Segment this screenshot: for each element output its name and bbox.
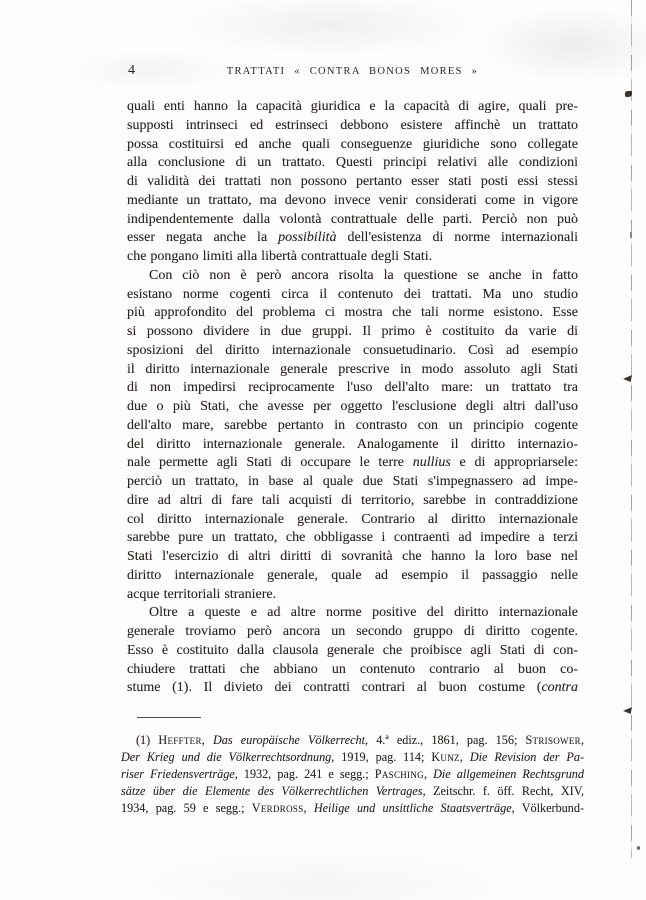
text-line: mediante un trattato, ma devono invece venir considerati come in vigore [127, 192, 578, 208]
text-line: riser Friedensverträge, 1932, pag. 241 e segg.; Pasching, Die allgemeinen Rechtsgrund [121, 767, 584, 782]
text-line: sarebbe pure un trattato, che obbligasse i contraenti ad impedire a terzi [127, 530, 578, 546]
text-line: Der Krieg und die Völkerrechtsordnung, 1919, pag. 114; Kunz, Die Revision der Pa- [121, 750, 585, 765]
text-line: (1) Heffter, Das europäische Völkerrecht, 4.ª ediz., 1861, pag. 156; Strisower, [136, 733, 584, 747]
text-line: sätze über die Elemente des Völkerrechtlichen Vertrages, Zeitschr. f. öff. Recht, XIV, [121, 784, 584, 799]
footnote-text [121, 732, 584, 817]
text-line: il diritto internazionale generale prescrive in modo assoluto agli Stati [127, 361, 578, 377]
text-line: che pongano limiti alla libertà contrattuale degli Stati. [127, 249, 433, 264]
scan-artifact [623, 707, 632, 714]
text-line: alla conclusione di un trattato. Questi principi relativi alle condizioni [127, 155, 578, 171]
text-line: supposti intrinseci ed estrinseci debbono esistere affinchè un trattato [127, 117, 578, 133]
text-line: generale troviamo però ancora un secondo gruppo di diritto cogente. [127, 624, 578, 639]
text-line: sposizioni del diritto internazionale consuetudinario. Così ad esempio [127, 342, 578, 358]
page-number: 4 [128, 63, 135, 78]
paragraph [127, 267, 578, 605]
body-text [127, 98, 578, 698]
scan-artifact [623, 375, 632, 382]
text-line: si possono dividere in due gruppi. Il primo è costituito da varie di [127, 324, 578, 339]
text-line: indipendentemente dalla volontà contrattuale delle parti. Perciò non può [127, 211, 578, 227]
text-line: diritto internazionale generale, quale ad esempio il passaggio nelle [127, 567, 578, 583]
scan-artifact [630, 232, 632, 238]
text-line: possa costituirsi ed anche quali conseguenze giuridiche sono collegate [127, 136, 578, 152]
text-line: perciò un trattato, in base al quale due Stati s'impegnassero ad impe- [127, 474, 578, 489]
text-line: di validità dei trattati non possono pertanto esser stati posti essi stessi [127, 174, 578, 189]
text-line: Stati l'esercizio di altri diritti di sovranità che hanno la loro base nel [127, 549, 578, 564]
scan-artifact [637, 846, 640, 850]
text-line: chiudere trattati che abbiano un contenuto contrario al buon co- [127, 661, 578, 677]
text-line: col diritto internazionale generale. Contrario al diritto internazionale [127, 511, 578, 527]
page-edge-scan-line [631, 0, 632, 858]
running-title: TRATTATI « CONTRA BONOS MORES » [226, 66, 479, 77]
text-line: nale permette agli Stati di occupare le terre nullius e di appropriarsele: [127, 455, 579, 471]
text-line: 1934, pag. 59 e segg.; Verdross, Heilige und unsittliche Staatsverträge, Völkerbund- [121, 801, 585, 816]
text-line: di non impedirsi reciprocamente l'uso dell'alto mare: un trattato tra [127, 380, 578, 396]
paragraph [127, 98, 578, 267]
text-line: dell'alto mare, sarebbe pertanto in contrasto con un principio cogente [127, 417, 578, 433]
text-line: Oltre a queste e ad altre norme positive del diritto internazionale [149, 605, 578, 621]
text-line: del diritto internazionale generale. Analogamente il diritto internazio- [127, 436, 578, 452]
text-line: esistano norme cogenti circa il contenuto dei trattati. Ma uno studio [127, 286, 578, 302]
text-line: esser negata anche la possibilità dell'esistenza di norme internazionali [127, 230, 579, 246]
text-line: dire ad altri di fare tali acquisti di territorio, sarebbe in contraddizione [127, 492, 578, 508]
text-line: più approfondito del problema ci mostra che tali norme esistono. Esse [127, 305, 578, 321]
text-line: stume (1). Il divieto dei contratti contrari al buon costume (contra [127, 680, 578, 696]
text-line: Esso è costituito dalla clausola generale che proibisce agli Stati di con- [127, 642, 578, 658]
text-line: quali enti hanno la capacità giuridica e la capacità di agire, quali pre- [127, 99, 578, 114]
scan-artifact [625, 91, 632, 97]
text-line: Con ciò non è però ancora risolta la questione se anche in fatto [149, 267, 578, 283]
paragraph [127, 604, 578, 698]
text-line: due o più Stati, che avesse per oggetto l'esclusione degli altri dall'uso [127, 399, 578, 414]
footnote-rule [137, 717, 201, 718]
text-line: acque territoriali straniere. [127, 586, 277, 602]
